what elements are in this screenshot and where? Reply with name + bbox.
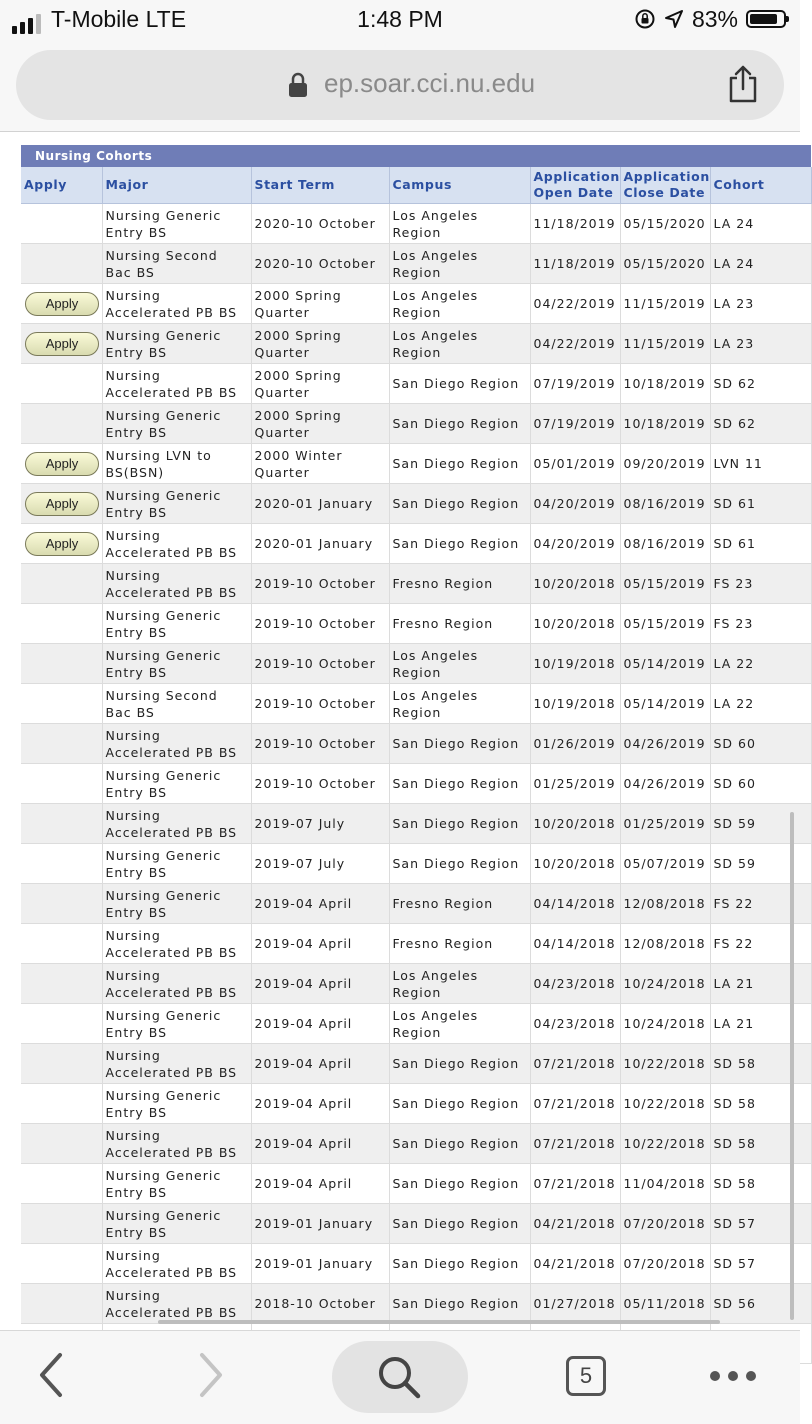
table-row bbox=[21, 204, 811, 244]
clock: 1:48 PM bbox=[357, 6, 443, 32]
table-row bbox=[21, 644, 811, 684]
cell-cohort: SD 59 bbox=[710, 804, 811, 844]
cell-cohort: FS 23 bbox=[710, 604, 811, 644]
cell-campus: Los Angeles Region bbox=[389, 964, 530, 1004]
cell-open-date: 07/19/2019 bbox=[530, 404, 620, 444]
cell-major: Nursing Accelerated PB BS bbox=[102, 1284, 251, 1324]
column-header-major[interactable]: Major bbox=[102, 167, 251, 204]
cell-apply bbox=[21, 444, 102, 484]
cell-apply bbox=[21, 684, 102, 724]
cell-close-date: 12/08/2018 bbox=[620, 924, 710, 964]
cell-campus: Fresno Region bbox=[389, 604, 530, 644]
cell-close-date: 11/04/2018 bbox=[620, 1164, 710, 1204]
table-row bbox=[21, 324, 811, 364]
cell-campus: Fresno Region bbox=[389, 564, 530, 604]
cell-apply bbox=[21, 364, 102, 404]
cell-start-term: 2019-04 April bbox=[251, 1164, 389, 1204]
column-header-close-date[interactable]: Application Close Date bbox=[620, 167, 710, 204]
cell-apply bbox=[21, 604, 102, 644]
cell-open-date: 07/19/2019 bbox=[530, 364, 620, 404]
cell-start-term: 2019-07 July bbox=[251, 844, 389, 884]
cell-apply bbox=[21, 724, 102, 764]
table-row bbox=[21, 1124, 811, 1164]
cell-open-date: 07/21/2018 bbox=[530, 1084, 620, 1124]
apply-button[interactable]: Apply bbox=[25, 492, 99, 516]
cell-major: Nursing Generic Entry BS bbox=[102, 1084, 251, 1124]
table-row bbox=[21, 684, 811, 724]
cell-major: Nursing Accelerated PB BS bbox=[102, 924, 251, 964]
cell-close-date: 08/16/2019 bbox=[620, 524, 710, 564]
cell-close-date: 05/15/2019 bbox=[620, 604, 710, 644]
cell-major: Nursing Accelerated PB BS bbox=[102, 724, 251, 764]
table-header-row bbox=[21, 167, 811, 204]
cell-close-date: 05/15/2020 bbox=[620, 204, 710, 244]
table-row bbox=[21, 884, 811, 924]
cell-major: Nursing Generic Entry BS bbox=[102, 764, 251, 804]
cell-major: Nursing Generic Entry BS bbox=[102, 204, 251, 244]
cell-start-term: 2019-10 October bbox=[251, 684, 389, 724]
cell-major: Nursing Second Bac BS bbox=[102, 244, 251, 284]
cell-major: Nursing Generic Entry BS bbox=[102, 1004, 251, 1044]
apply-button[interactable]: Apply bbox=[25, 292, 99, 316]
cell-campus: Fresno Region bbox=[389, 884, 530, 924]
cell-open-date: 04/20/2019 bbox=[530, 484, 620, 524]
forward-arrow-icon[interactable] bbox=[196, 1351, 226, 1399]
cell-close-date: 04/26/2019 bbox=[620, 764, 710, 804]
cell-major: Nursing Accelerated PB BS bbox=[102, 1124, 251, 1164]
column-header-start-term[interactable]: Start Term bbox=[251, 167, 389, 204]
cell-close-date: 10/24/2018 bbox=[620, 1004, 710, 1044]
cell-open-date: 10/20/2018 bbox=[530, 844, 620, 884]
cell-cohort: FS 22 bbox=[710, 884, 811, 924]
cell-campus: San Diego Region bbox=[389, 1164, 530, 1204]
cell-major: Nursing Generic Entry BS bbox=[102, 404, 251, 444]
cell-campus: San Diego Region bbox=[389, 1244, 530, 1284]
cell-open-date: 10/20/2018 bbox=[530, 804, 620, 844]
cell-major: Nursing Accelerated PB BS bbox=[102, 524, 251, 564]
cell-close-date: 10/18/2019 bbox=[620, 404, 710, 444]
cell-apply bbox=[21, 764, 102, 804]
cell-close-date: 11/15/2019 bbox=[620, 324, 710, 364]
cell-campus: San Diego Region bbox=[389, 524, 530, 564]
cell-cohort: SD 60 bbox=[710, 724, 811, 764]
cell-major: Nursing Generic Entry BS bbox=[102, 884, 251, 924]
table-row bbox=[21, 1044, 811, 1084]
cell-cohort: SD 61 bbox=[710, 524, 811, 564]
cell-close-date: 04/26/2019 bbox=[620, 724, 710, 764]
cell-start-term: 2018-10 October bbox=[251, 1284, 389, 1324]
cell-close-date: 05/07/2019 bbox=[620, 844, 710, 884]
cell-start-term: 2000 Spring Quarter bbox=[251, 324, 389, 364]
cell-cohort: LA 22 bbox=[710, 644, 811, 684]
panel-title: Nursing Cohorts bbox=[21, 145, 811, 167]
cell-cohort: SD 58 bbox=[710, 1084, 811, 1124]
cell-major: Nursing Generic Entry BS bbox=[102, 1204, 251, 1244]
cell-apply bbox=[21, 1244, 102, 1284]
cell-major: Nursing Accelerated PB BS bbox=[102, 1044, 251, 1084]
table-row bbox=[21, 484, 811, 524]
cell-close-date: 05/15/2020 bbox=[620, 244, 710, 284]
cell-campus: San Diego Region bbox=[389, 1124, 530, 1164]
battery-icon bbox=[746, 10, 786, 28]
cell-campus: Los Angeles Region bbox=[389, 284, 530, 324]
cell-campus: Los Angeles Region bbox=[389, 244, 530, 284]
cell-apply bbox=[21, 404, 102, 444]
table-row bbox=[21, 244, 811, 284]
table-row bbox=[21, 604, 811, 644]
cell-apply bbox=[21, 204, 102, 244]
cell-cohort: SD 60 bbox=[710, 764, 811, 804]
table-row bbox=[21, 404, 811, 444]
table-row bbox=[21, 1204, 811, 1244]
cell-open-date: 04/14/2018 bbox=[530, 884, 620, 924]
cell-campus: Los Angeles Region bbox=[389, 1004, 530, 1044]
share-icon[interactable] bbox=[726, 64, 760, 104]
status-bar bbox=[0, 0, 800, 40]
browser-address-area bbox=[0, 40, 800, 132]
cell-start-term: 2020-10 October bbox=[251, 244, 389, 284]
cell-apply bbox=[21, 1044, 102, 1084]
cell-major: Nursing Generic Entry BS bbox=[102, 844, 251, 884]
cell-close-date: 10/22/2018 bbox=[620, 1044, 710, 1084]
cell-start-term: 2019-01 January bbox=[251, 1244, 389, 1284]
cell-start-term: 2020-01 January bbox=[251, 484, 389, 524]
vertical-scrollbar[interactable] bbox=[790, 812, 794, 1320]
cell-start-term: 2019-04 April bbox=[251, 884, 389, 924]
apply-button[interactable]: Apply bbox=[25, 452, 99, 476]
table-body bbox=[21, 204, 811, 1364]
cell-start-term: 2019-04 April bbox=[251, 1004, 389, 1044]
cell-apply bbox=[21, 1164, 102, 1204]
table-row bbox=[21, 444, 811, 484]
cell-start-term: 2019-10 October bbox=[251, 564, 389, 604]
cell-major: Nursing Generic Entry BS bbox=[102, 484, 251, 524]
cell-close-date: 07/20/2018 bbox=[620, 1204, 710, 1244]
cell-cohort: LA 21 bbox=[710, 1004, 811, 1044]
column-header-open-date[interactable]: Application Open Date bbox=[530, 167, 620, 204]
table-row bbox=[21, 764, 811, 804]
cell-open-date: 04/21/2018 bbox=[530, 1244, 620, 1284]
table-row bbox=[21, 1084, 811, 1124]
cell-open-date: 04/14/2018 bbox=[530, 924, 620, 964]
cell-apply bbox=[21, 1004, 102, 1044]
table-row bbox=[21, 1004, 811, 1044]
cell-open-date: 04/23/2018 bbox=[530, 1004, 620, 1044]
cell-campus: San Diego Region bbox=[389, 364, 530, 404]
column-header-campus[interactable]: Campus bbox=[389, 167, 530, 204]
cell-start-term: 2019-10 October bbox=[251, 724, 389, 764]
cell-close-date: 11/15/2019 bbox=[620, 284, 710, 324]
cell-apply bbox=[21, 524, 102, 564]
cell-major: Nursing Generic Entry BS bbox=[102, 644, 251, 684]
cell-campus: San Diego Region bbox=[389, 1204, 530, 1244]
cell-apply bbox=[21, 484, 102, 524]
table-row bbox=[21, 1164, 811, 1204]
cell-apply bbox=[21, 1284, 102, 1324]
status-bar-right bbox=[634, 4, 786, 34]
cell-cohort: SD 57 bbox=[710, 1244, 811, 1284]
lock-icon bbox=[288, 72, 308, 98]
cell-open-date: 11/18/2019 bbox=[530, 244, 620, 284]
cell-start-term: 2019-01 January bbox=[251, 1204, 389, 1244]
cell-cohort: FS 22 bbox=[710, 924, 811, 964]
cell-apply bbox=[21, 244, 102, 284]
cell-open-date: 10/19/2018 bbox=[530, 684, 620, 724]
page-content[interactable] bbox=[0, 132, 800, 1330]
cell-close-date: 10/22/2018 bbox=[620, 1124, 710, 1164]
cell-campus: San Diego Region bbox=[389, 404, 530, 444]
cell-open-date: 05/01/2019 bbox=[530, 444, 620, 484]
cell-apply bbox=[21, 324, 102, 364]
cell-campus: Fresno Region bbox=[389, 924, 530, 964]
cell-close-date: 10/22/2018 bbox=[620, 1084, 710, 1124]
table-row bbox=[21, 364, 811, 404]
table-row bbox=[21, 1284, 811, 1324]
cell-cohort: SD 58 bbox=[710, 1044, 811, 1084]
cell-campus: San Diego Region bbox=[389, 1084, 530, 1124]
cell-campus: Los Angeles Region bbox=[389, 684, 530, 724]
cell-start-term: 2000 Spring Quarter bbox=[251, 364, 389, 404]
cell-open-date: 07/21/2018 bbox=[530, 1164, 620, 1204]
cell-close-date: 01/25/2019 bbox=[620, 804, 710, 844]
cell-apply bbox=[21, 1084, 102, 1124]
cell-close-date: 05/15/2019 bbox=[620, 564, 710, 604]
cell-start-term: 2019-04 April bbox=[251, 1044, 389, 1084]
cell-open-date: 04/22/2019 bbox=[530, 324, 620, 364]
cell-close-date: 12/08/2018 bbox=[620, 884, 710, 924]
cell-close-date: 10/18/2019 bbox=[620, 364, 710, 404]
more-dots-icon[interactable] bbox=[710, 1371, 756, 1381]
cell-campus: San Diego Region bbox=[389, 724, 530, 764]
cell-open-date: 01/25/2019 bbox=[530, 764, 620, 804]
cell-major: Nursing Accelerated PB BS bbox=[102, 284, 251, 324]
location-icon bbox=[664, 9, 684, 29]
cell-major: Nursing Generic Entry BS bbox=[102, 324, 251, 364]
cell-start-term: 2020-01 January bbox=[251, 524, 389, 564]
cell-start-term: 2000 Spring Quarter bbox=[251, 404, 389, 444]
cell-close-date: 09/20/2019 bbox=[620, 444, 710, 484]
cell-open-date: 04/20/2019 bbox=[530, 524, 620, 564]
table-row bbox=[21, 964, 811, 1004]
cell-open-date: 10/20/2018 bbox=[530, 564, 620, 604]
table-row bbox=[21, 564, 811, 604]
cell-open-date: 04/23/2018 bbox=[530, 964, 620, 1004]
cell-close-date: 05/14/2019 bbox=[620, 684, 710, 724]
rotation-lock-icon bbox=[634, 8, 656, 30]
cell-cohort: LVN 11 bbox=[710, 444, 811, 484]
cell-start-term: 2019-10 October bbox=[251, 604, 389, 644]
cell-major: Nursing Generic Entry BS bbox=[102, 604, 251, 644]
battery-fill bbox=[750, 14, 777, 24]
cell-campus: San Diego Region bbox=[389, 844, 530, 884]
cell-cohort: SD 62 bbox=[710, 364, 811, 404]
cell-start-term: 2000 Winter Quarter bbox=[251, 444, 389, 484]
carrier-label: T-Mobile LTE bbox=[51, 6, 187, 32]
cell-campus: San Diego Region bbox=[389, 764, 530, 804]
cell-major: Nursing Generic Entry BS bbox=[102, 1164, 251, 1204]
cell-major: Nursing Accelerated PB BS bbox=[102, 804, 251, 844]
apply-button[interactable]: Apply bbox=[25, 332, 99, 356]
apply-button[interactable]: Apply bbox=[25, 532, 99, 556]
cell-cohort: SD 59 bbox=[710, 844, 811, 884]
cell-major: Nursing LVN to BS(BSN) bbox=[102, 444, 251, 484]
column-header-apply[interactable]: Apply bbox=[21, 167, 102, 204]
cell-apply bbox=[21, 1124, 102, 1164]
table-row bbox=[21, 924, 811, 964]
back-arrow-icon[interactable] bbox=[36, 1351, 66, 1399]
cell-campus: San Diego Region bbox=[389, 444, 530, 484]
cell-start-term: 2020-10 October bbox=[251, 204, 389, 244]
cell-cohort: SD 56 bbox=[710, 1284, 811, 1324]
table-row bbox=[21, 1244, 811, 1284]
cell-campus: San Diego Region bbox=[389, 1044, 530, 1084]
cell-cohort: SD 61 bbox=[710, 484, 811, 524]
horizontal-scrollbar[interactable] bbox=[158, 1320, 720, 1324]
cell-campus: Los Angeles Region bbox=[389, 204, 530, 244]
cell-start-term: 2019-10 October bbox=[251, 764, 389, 804]
cell-apply bbox=[21, 1204, 102, 1244]
table-row bbox=[21, 844, 811, 884]
cell-open-date: 11/18/2019 bbox=[530, 204, 620, 244]
cell-campus: San Diego Region bbox=[389, 804, 530, 844]
cell-apply bbox=[21, 884, 102, 924]
cell-major: Nursing Accelerated PB BS bbox=[102, 364, 251, 404]
cell-cohort: SD 58 bbox=[710, 1124, 811, 1164]
url-text: ep.soar.cci.nu.edu bbox=[324, 68, 536, 98]
search-icon bbox=[376, 1355, 424, 1401]
cell-open-date: 10/20/2018 bbox=[530, 604, 620, 644]
cell-start-term: 2019-10 October bbox=[251, 644, 389, 684]
cell-open-date: 04/21/2018 bbox=[530, 1204, 620, 1244]
cell-open-date: 01/27/2018 bbox=[530, 1284, 620, 1324]
cell-close-date: 10/24/2018 bbox=[620, 964, 710, 1004]
cell-cohort: SD 62 bbox=[710, 404, 811, 444]
cell-apply bbox=[21, 644, 102, 684]
cell-apply bbox=[21, 844, 102, 884]
cell-major: Nursing Accelerated PB BS bbox=[102, 1244, 251, 1284]
tabs-button[interactable]: 5 bbox=[566, 1356, 606, 1396]
cell-major: Nursing Accelerated PB BS bbox=[102, 564, 251, 604]
cell-cohort: SD 58 bbox=[710, 1164, 811, 1204]
cell-open-date: 04/22/2019 bbox=[530, 284, 620, 324]
cell-open-date: 01/26/2019 bbox=[530, 724, 620, 764]
browser-toolbar bbox=[0, 1330, 800, 1424]
cell-cohort: LA 22 bbox=[710, 684, 811, 724]
cell-cohort: LA 23 bbox=[710, 324, 811, 364]
cell-campus: San Diego Region bbox=[389, 1284, 530, 1324]
cell-cohort: LA 23 bbox=[710, 284, 811, 324]
cell-cohort: FS 23 bbox=[710, 564, 811, 604]
cohorts-table bbox=[21, 167, 812, 1364]
search-button[interactable] bbox=[332, 1341, 468, 1413]
cell-start-term: 2019-04 April bbox=[251, 924, 389, 964]
cell-apply bbox=[21, 284, 102, 324]
nursing-cohorts-panel bbox=[21, 145, 811, 1364]
cell-start-term: 2019-07 July bbox=[251, 804, 389, 844]
cell-close-date: 07/20/2018 bbox=[620, 1244, 710, 1284]
cell-campus: San Diego Region bbox=[389, 484, 530, 524]
column-header-cohort[interactable]: Cohort bbox=[710, 167, 811, 204]
cell-major: Nursing Second Bac BS bbox=[102, 684, 251, 724]
cell-cohort: SD 57 bbox=[710, 1204, 811, 1244]
address-bar[interactable] bbox=[16, 50, 784, 120]
cell-open-date: 07/21/2018 bbox=[530, 1044, 620, 1084]
table-row bbox=[21, 524, 811, 564]
table-row bbox=[21, 284, 811, 324]
cell-campus: Los Angeles Region bbox=[389, 324, 530, 364]
cell-start-term: 2000 Spring Quarter bbox=[251, 284, 389, 324]
cell-cohort: LA 21 bbox=[710, 964, 811, 1004]
cell-major: Nursing Accelerated PB BS bbox=[102, 964, 251, 1004]
cell-start-term: 2019-04 April bbox=[251, 1084, 389, 1124]
cell-close-date: 05/14/2019 bbox=[620, 644, 710, 684]
cell-close-date: 08/16/2019 bbox=[620, 484, 710, 524]
cell-close-date: 05/11/2018 bbox=[620, 1284, 710, 1324]
table-row bbox=[21, 804, 811, 844]
cell-cohort: LA 24 bbox=[710, 204, 811, 244]
table-row bbox=[21, 724, 811, 764]
battery-percent: 83% bbox=[691, 5, 738, 32]
cell-start-term: 2019-04 April bbox=[251, 964, 389, 1004]
cell-apply bbox=[21, 564, 102, 604]
cell-apply bbox=[21, 804, 102, 844]
cell-open-date: 07/21/2018 bbox=[530, 1124, 620, 1164]
cell-open-date: 10/19/2018 bbox=[530, 644, 620, 684]
cell-campus: Los Angeles Region bbox=[389, 644, 530, 684]
cell-cohort: LA 24 bbox=[710, 244, 811, 284]
cell-apply bbox=[21, 924, 102, 964]
cell-apply bbox=[21, 964, 102, 1004]
cell-start-term: 2019-04 April bbox=[251, 1124, 389, 1164]
